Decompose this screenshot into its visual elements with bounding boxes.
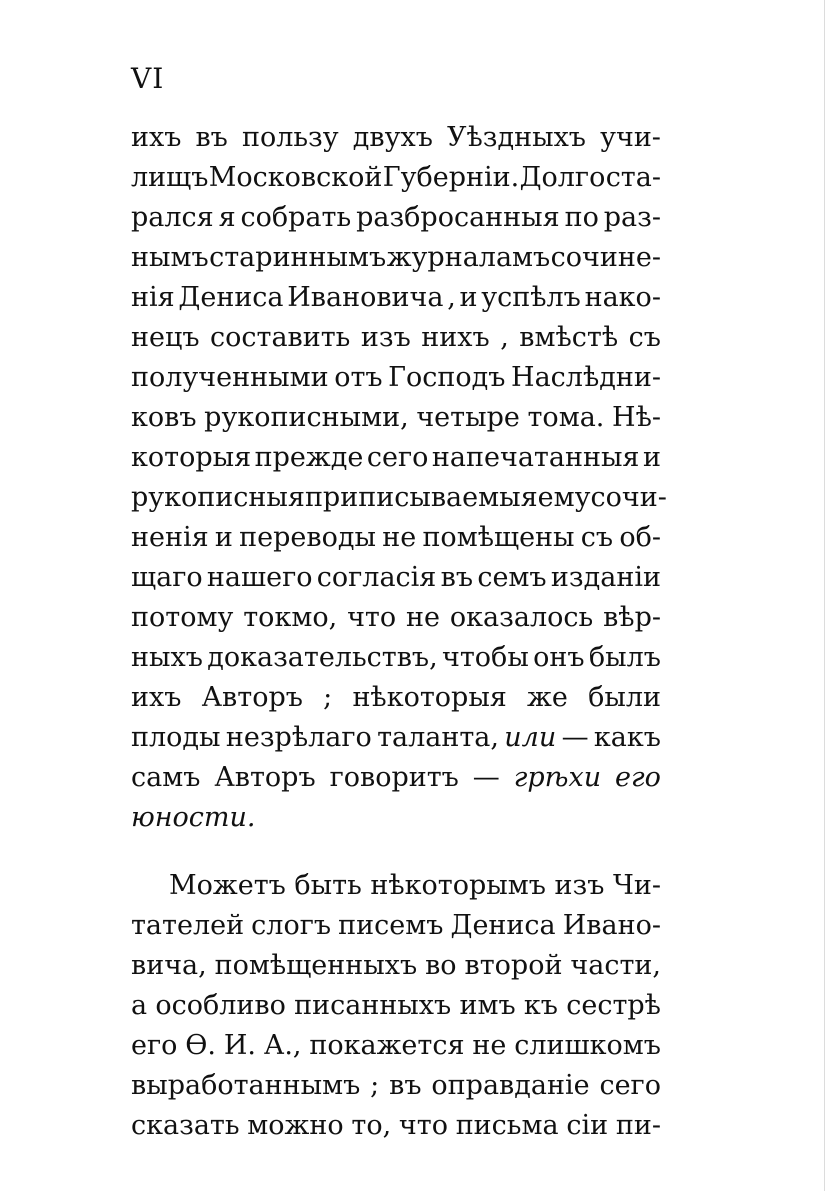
text-line [131, 558, 661, 598]
text-line [131, 158, 661, 198]
word: письма [455, 1110, 559, 1141]
word: полученными [131, 362, 329, 393]
word: слогъ [251, 910, 332, 941]
word: Чи- [612, 870, 661, 901]
text-line [131, 1026, 661, 1066]
word: журналамъ [386, 242, 551, 273]
word: Ивановича [287, 282, 444, 313]
text-line [131, 438, 661, 478]
word: ему [537, 482, 591, 513]
word: какъ [593, 722, 661, 753]
word: , [447, 282, 456, 313]
word: рукописныя [131, 482, 305, 513]
word: въ [389, 1070, 422, 1101]
word: тателей [131, 910, 245, 941]
word: сіи [566, 1110, 609, 1141]
word: учи- [600, 122, 661, 153]
word: Уѣздныхъ [446, 122, 586, 153]
word: и [642, 442, 661, 473]
word: нѣкоторыя [352, 682, 507, 713]
text-line [131, 318, 661, 358]
word: Можетъ [169, 870, 286, 901]
word: изъ [360, 322, 411, 353]
word: Ивано- [562, 910, 661, 941]
word: покажется [309, 1030, 465, 1061]
word: согласія [316, 562, 437, 593]
word: сказать [131, 1110, 240, 1141]
word: нихъ [421, 322, 490, 353]
word: говоритъ [329, 762, 459, 793]
word: второй [464, 950, 563, 981]
word: то, [351, 1110, 392, 1141]
word: нѣкоторымъ [370, 870, 546, 901]
word: ненія [131, 522, 209, 553]
word: же [527, 682, 568, 713]
text-line [131, 478, 667, 518]
word: пи- [615, 1110, 661, 1141]
word: ныхъ [131, 642, 203, 673]
word: нецъ [131, 322, 200, 353]
word: не [406, 602, 441, 633]
word: переводы [239, 522, 376, 553]
word: нія [131, 282, 175, 313]
text-line [131, 518, 661, 558]
word: а [131, 990, 148, 1021]
word: вмѣстѣ [519, 322, 619, 353]
word: пользу [241, 122, 339, 153]
word: вича, [131, 950, 207, 981]
word: онъ [533, 642, 585, 673]
word: приписываемыя [304, 482, 538, 513]
word: помѣщены [422, 522, 575, 553]
word: я [218, 202, 236, 233]
word: сочи- [590, 482, 667, 513]
word: вѣр- [603, 602, 661, 633]
word: ; [323, 682, 333, 713]
word: разбросанныя [356, 202, 560, 233]
word: оказалось [449, 602, 594, 633]
word: изданіи [550, 562, 661, 593]
word: Наслѣдни- [511, 362, 661, 393]
word: составить [210, 322, 351, 353]
word: оправданіе [431, 1070, 590, 1101]
word: Дениса [178, 282, 284, 313]
text-line [131, 1106, 661, 1146]
word: сочине- [550, 242, 661, 273]
word: Господъ [388, 362, 506, 393]
word: былъ [588, 642, 661, 673]
word: юности. [131, 802, 256, 833]
word: незрѣлаго [225, 722, 372, 753]
word: Дениса [450, 910, 556, 941]
word: чтобы [442, 642, 529, 673]
word: писанныхъ [294, 990, 452, 1021]
word: не [472, 1030, 507, 1061]
word: которыя [131, 442, 252, 473]
word: рукописными, [204, 402, 409, 433]
word: об- [619, 522, 661, 553]
word: были [588, 682, 661, 713]
text-line [131, 1066, 661, 1106]
word: А., [263, 1030, 302, 1061]
word: таланта, [377, 722, 499, 753]
word: ; [370, 1070, 380, 1101]
word: напечатанныя [431, 442, 640, 473]
text-line [131, 278, 661, 318]
word: его [615, 762, 661, 793]
word: ковъ [131, 402, 197, 433]
text-block [131, 118, 667, 1146]
word: нымъ [131, 242, 209, 273]
word: Губерніи. [382, 162, 520, 193]
word: особливо [155, 990, 286, 1021]
word: токмо, [243, 602, 338, 633]
paragraph-1 [131, 118, 667, 838]
word: — [472, 762, 500, 793]
text-line [131, 906, 661, 946]
word: грѣхи [513, 762, 602, 793]
paragraph-2 [131, 866, 661, 1146]
text-line [131, 798, 661, 838]
word: потому [131, 602, 234, 633]
text-line [131, 946, 661, 986]
word: стариннымъ [209, 242, 387, 273]
word: его [131, 1030, 178, 1061]
word: самъ [131, 762, 201, 793]
word: нако- [584, 282, 661, 313]
word: помѣщенныхъ [214, 950, 418, 981]
word: не [382, 522, 417, 553]
word: Авторъ [201, 682, 303, 713]
word: раз- [603, 202, 661, 233]
paragraph-gap [131, 838, 661, 866]
word: что [398, 1110, 448, 1141]
word: сего [599, 1070, 661, 1101]
text-line [131, 866, 661, 906]
word: нашего [206, 562, 313, 593]
word: изъ [554, 870, 605, 901]
word: собрать [240, 202, 352, 233]
text-line [131, 598, 661, 638]
text-line [131, 986, 661, 1026]
text-line [131, 358, 661, 398]
text-line [131, 118, 661, 158]
word: лищъ [131, 162, 209, 193]
word: Ѳ. [185, 1030, 216, 1061]
word: и [214, 522, 233, 553]
text-line [131, 198, 661, 238]
word: по [564, 202, 599, 233]
word: сестрѣ [566, 990, 661, 1021]
word: отъ [334, 362, 383, 393]
word: успѣлъ [481, 282, 581, 313]
word: прежде [254, 442, 364, 473]
text-line [131, 398, 661, 438]
word: — [561, 722, 589, 753]
word: Долго [519, 162, 606, 193]
text-line [131, 678, 661, 718]
word: части, [570, 950, 661, 981]
word: ста- [605, 162, 661, 193]
word: , [500, 322, 509, 353]
word: И. [223, 1030, 256, 1061]
word: можно [247, 1110, 344, 1141]
word: выработаннымъ [131, 1070, 361, 1101]
word: щаго [131, 562, 203, 593]
page-number: VI [131, 62, 165, 95]
word: къ [523, 990, 558, 1021]
word: съ [580, 522, 614, 553]
word: и [459, 282, 478, 313]
word: Авторъ [214, 762, 316, 793]
text-line [131, 758, 661, 798]
word: въ [440, 562, 474, 593]
text-line [131, 638, 661, 678]
word: въ [195, 122, 228, 153]
word: четыре [416, 402, 520, 433]
word: двухъ [352, 122, 433, 153]
word: рался [131, 202, 214, 233]
text-line [131, 718, 661, 758]
word: ихъ [131, 682, 182, 713]
word: слишкомъ [514, 1030, 661, 1061]
word: во [425, 950, 457, 981]
word: быть [294, 870, 362, 901]
word: Нѣ- [612, 402, 661, 433]
word: Московской [208, 162, 383, 193]
word: плоды [131, 722, 221, 753]
word: съ [628, 322, 661, 353]
word: тома. [527, 402, 605, 433]
word: или [504, 722, 557, 753]
word: семъ [477, 562, 547, 593]
word: доказательствъ, [207, 642, 438, 673]
word: ихъ [131, 122, 182, 153]
word: писемъ [338, 910, 444, 941]
text-line [131, 238, 661, 278]
word: имъ [459, 990, 516, 1021]
word: что [347, 602, 397, 633]
word: сего [366, 442, 429, 473]
